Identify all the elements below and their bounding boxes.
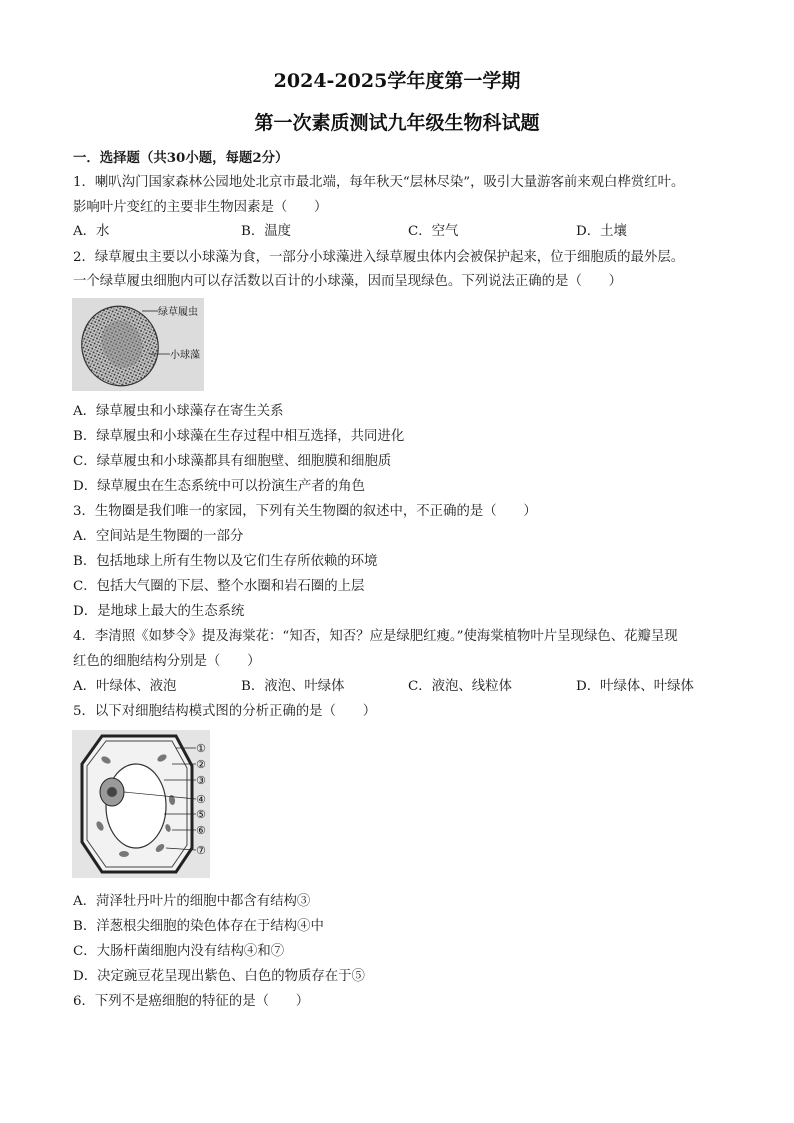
exam-title-year: 2024-2025学年度第一学期 <box>273 70 521 92</box>
cell-label-7: ⑦ <box>196 844 206 857</box>
figure-label-paramecium: 绿草履虫 <box>158 307 198 318</box>
q1-option-a: A．水 <box>73 224 110 239</box>
q2-option-c: C．绿草履虫和小球藻都具有细胞壁、细胞膜和细胞质 <box>73 454 392 469</box>
exam-title-subject: 第一次素质测试九年级生物科试题 <box>254 112 540 134</box>
cell-label-4: ④ <box>196 793 206 806</box>
cell-structure-figure <box>72 730 210 878</box>
q4-option-c: C．液泡、线粒体 <box>408 679 512 694</box>
q5-option-a: A．菏泽牡丹叶片的细胞中都含有结构③ <box>73 894 311 909</box>
q4-option-b: B．液泡、叶绿体 <box>241 679 345 694</box>
q1-option-d: D．土壤 <box>576 224 627 239</box>
q2-stem-line2: 一个绿草履虫细胞内可以存活数以百计的小球藻，因而呈现绿色。下列说法正确的是（ ） <box>73 274 623 289</box>
cell-label-3: ③ <box>196 774 206 787</box>
q3-stem: 3．生物圈是我们唯一的家园，下列有关生物圈的叙述中，不正确的是（ ） <box>73 504 537 519</box>
q5-option-c: C．大肠杆菌细胞内没有结构④和⑦ <box>73 944 285 959</box>
q4-option-a: A．叶绿体、液泡 <box>73 679 177 694</box>
paramecium-figure <box>72 298 204 391</box>
cell-label-5: ⑤ <box>196 808 206 821</box>
q5-stem: 5．以下对细胞结构模式图的分析正确的是（ ） <box>73 704 377 719</box>
q1-stem-line2: 影响叶片变红的主要非生物因素是（ ） <box>73 200 328 215</box>
figure-label-chlorella: 小球藻 <box>170 350 200 361</box>
section-heading: 一．选择题（共30小题，每题2分） <box>73 150 289 166</box>
q5-option-b: B．洋葱根尖细胞的染色体存在于结构④中 <box>73 919 324 934</box>
q4-stem-line2: 红色的细胞结构分别是（ ） <box>73 654 261 669</box>
cell-label-2: ② <box>196 758 206 771</box>
q3-option-c: C．包括大气圈的下层、整个水圈和岩石圈的上层 <box>73 579 365 594</box>
q1-stem-line1: 1．喇叭沟门国家森林公园地处北京市最北端，每年秋天“层林尽染”，吸引大量游客前来观白桦赏红叶。 <box>73 175 685 190</box>
q6-stem: 6．下列不是癌细胞的特征的是（ ） <box>73 994 310 1009</box>
q1-option-b: B．温度 <box>241 224 292 239</box>
paramecium-illustration <box>72 298 204 391</box>
cell-label-1: ① <box>196 742 206 755</box>
q2-option-b: B．绿草履虫和小球藻在生存过程中相互选择，共同进化 <box>73 429 405 444</box>
cell-label-6: ⑥ <box>196 824 206 837</box>
q2-option-d: D．绿草履虫在生态系统中可以扮演生产者的角色 <box>73 479 365 494</box>
q4-option-d: D．叶绿体、叶绿体 <box>576 679 694 694</box>
q3-option-b: B．包括地球上所有生物以及它们生存所依赖的环境 <box>73 554 378 569</box>
q3-option-d: D．是地球上最大的生态系统 <box>73 604 245 619</box>
q1-option-c: C．空气 <box>408 224 459 239</box>
q3-option-a: A．空间站是生物圈的一部分 <box>73 529 244 544</box>
plant-cell-diagram <box>72 730 210 878</box>
q2-option-a: A．绿草履虫和小球藻存在寄生关系 <box>73 404 284 419</box>
q4-stem-line1: 4．李清照《如梦令》提及海棠花：“知否，知否？应是绿肥红瘦。”使海棠植物叶片呈现绿色、花瓣呈现 <box>73 629 678 644</box>
q5-option-d: D．决定豌豆花呈现出紫色、白色的物质存在于⑤ <box>73 969 365 984</box>
q2-stem-line1: 2．绿草履虫主要以小球藻为食，一部分小球藻进入绿草履虫体内会被保护起来，位于细胞质的最外层。 <box>73 250 685 265</box>
